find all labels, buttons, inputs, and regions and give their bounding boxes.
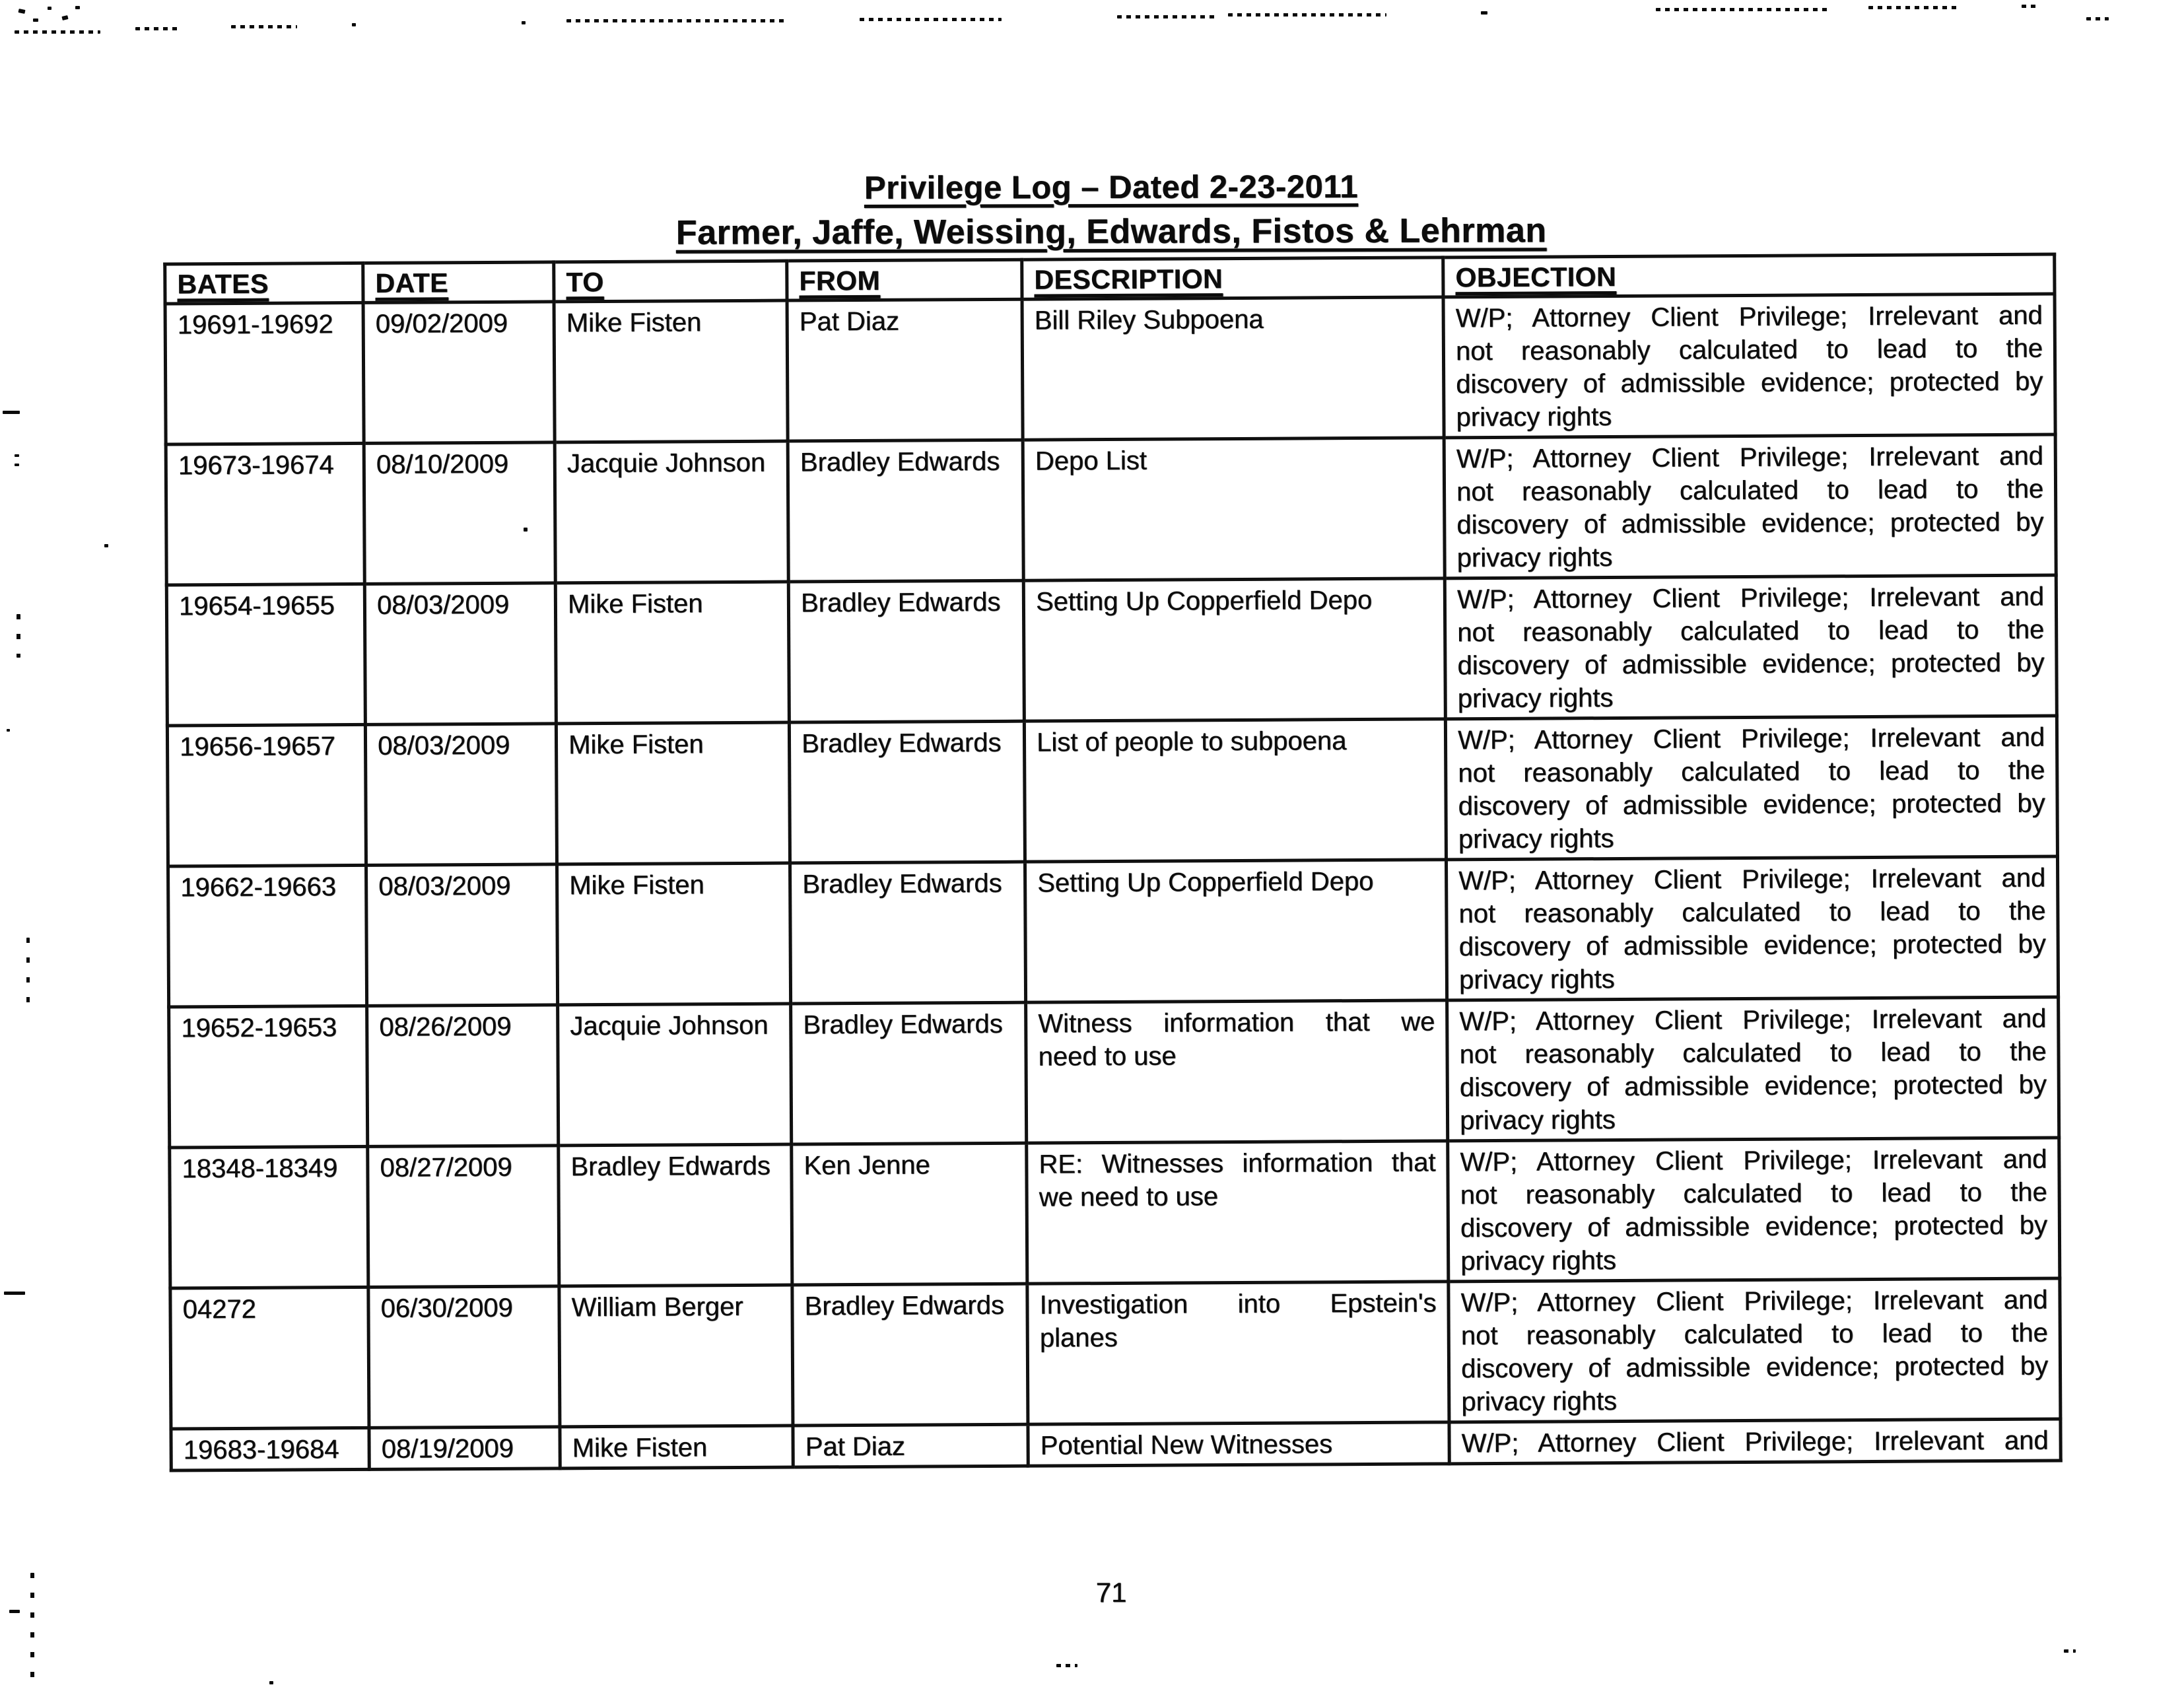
from-cell: Pat Diaz — [787, 299, 1023, 441]
scan-artifact — [1481, 11, 1487, 15]
scan-artifact — [15, 454, 19, 457]
date-cell: 08/03/2009 — [365, 724, 557, 866]
bates-cell: 04272 — [170, 1287, 369, 1429]
objection-cell: W/P; Attorney Client Privilege; Irrelevant and not reasonably calculated to lead to the discovery of admissible evidence; protected by privacy rights — [1445, 575, 2057, 719]
table-row — [168, 856, 2059, 1007]
to-cell: Mike Fisten — [556, 722, 790, 864]
scan-artifact — [18, 9, 25, 14]
scan-artifact — [7, 729, 10, 732]
description-cell: Setting Up Copperfield Depo — [1025, 860, 1447, 1002]
description-cell: Potential New Witnesses — [1028, 1422, 1449, 1466]
scan-artifact — [4, 1292, 25, 1295]
page-title: Privilege Log – Dated 2-23-2011 — [864, 169, 1359, 206]
scan-artifact — [104, 544, 108, 547]
scan-artifact — [269, 1681, 273, 1684]
scan-artifact — [3, 411, 20, 414]
date-cell: 08/19/2009 — [369, 1427, 560, 1470]
scan-artifact — [1228, 13, 1386, 17]
table-row — [166, 434, 2056, 585]
description-cell: List of people to subpoena — [1024, 719, 1446, 862]
scan-artifact — [2022, 5, 2038, 8]
description-cell: Bill Riley Subpoena — [1022, 297, 1444, 440]
bates-cell: 19656-19657 — [167, 724, 366, 866]
to-cell: Jacquie Johnson — [558, 1004, 792, 1146]
bates-cell: 19652-19653 — [169, 1006, 368, 1148]
column-header-from: FROM — [787, 259, 1022, 300]
scan-artifact — [15, 464, 19, 466]
scan-artifact — [522, 21, 526, 24]
scan-artifact — [1868, 6, 1958, 9]
scan-artifact — [135, 27, 182, 30]
from-cell: Bradley Edwards — [791, 1002, 1027, 1144]
table-row — [167, 716, 2057, 866]
column-header-description: DESCRIPTION — [1022, 258, 1443, 299]
objection-cell: W/P; Attorney Client Privilege; Irrelevant and not reasonably calculated to lead to the discovery of admissible evidence; protected by privacy rights — [1446, 856, 2058, 1000]
document-header — [166, 166, 2056, 254]
table-row — [169, 997, 2059, 1148]
scan-artifact — [75, 6, 80, 9]
to-cell: Mike Fisten — [557, 863, 791, 1005]
bates-cell: 18348-18349 — [170, 1146, 368, 1288]
from-cell: Bradley Edwards — [792, 1284, 1028, 1426]
date-cell: 08/03/2009 — [364, 583, 556, 725]
scan-artifact — [26, 938, 30, 1010]
scan-artifact — [17, 614, 20, 658]
bates-cell: 19691-19692 — [165, 302, 364, 444]
description-cell: Investigation into Epstein's planes — [1027, 1282, 1449, 1424]
date-cell: 08/26/2009 — [367, 1005, 559, 1147]
from-cell: Bradley Edwards — [789, 721, 1025, 863]
scan-artifact — [566, 19, 784, 22]
description-cell: Witness information that we need to use — [1026, 1000, 1448, 1143]
objection-cell: W/P; Attorney Client Privilege; Irrelevant and not reasonably calculated to lead to the discovery of admissible evidence; protected by privacy rights — [1444, 434, 2056, 578]
scan-artifact — [9, 1610, 20, 1613]
scan-artifact — [1656, 8, 1827, 11]
from-cell: Bradley Edwards — [788, 440, 1023, 582]
scan-artifact — [48, 7, 51, 10]
objection-cell: W/P; Attorney Client Privilege; Irrelevant and not reasonably calculated to lead to the discovery of admissible evidence; protected by privacy rights — [1448, 1138, 2060, 1282]
description-cell: Setting Up Copperfield Depo — [1023, 578, 1445, 721]
from-cell: Bradley Edwards — [790, 862, 1025, 1004]
scan-artifact — [15, 30, 100, 34]
column-header-bates: BATES — [165, 263, 363, 304]
scan-artifact — [30, 1573, 34, 1688]
objection-cell: W/P; Attorney Client Privilege; Irrelevant and not reasonably calculated to lead to the discovery of admissible evidence; protected by privacy rights — [1449, 1278, 2061, 1422]
column-header-to: TO — [554, 261, 787, 302]
date-cell: 06/30/2009 — [368, 1286, 560, 1428]
scan-artifact — [33, 18, 38, 22]
scan-artifact — [61, 15, 68, 20]
description-cell: RE: Witnesses information that we need to use — [1027, 1141, 1449, 1284]
bates-cell: 19673-19674 — [166, 443, 364, 585]
to-cell: Bradley Edwards — [559, 1144, 792, 1286]
scan-artifact — [1117, 15, 1216, 18]
to-cell: Mike Fisten — [554, 300, 788, 442]
date-cell: 08/27/2009 — [368, 1146, 559, 1288]
scan-artifact — [860, 18, 1002, 21]
table-row — [170, 1278, 2061, 1429]
to-cell: Mike Fisten — [560, 1426, 793, 1468]
objection-cell: W/P; Attorney Client Privilege; Irrelevant and — [1449, 1419, 2061, 1464]
bates-cell: 19654-19655 — [166, 584, 365, 726]
table-row — [165, 294, 2055, 444]
scan-artifact — [2086, 17, 2109, 20]
scan-artifact — [231, 25, 297, 28]
to-cell: William Berger — [559, 1285, 793, 1427]
bates-cell: 19683-19684 — [171, 1428, 369, 1470]
date-cell: 08/03/2009 — [366, 864, 558, 1006]
table-row — [170, 1138, 2060, 1288]
scan-artifact — [2064, 1649, 2076, 1653]
to-cell: Mike Fisten — [555, 582, 789, 724]
firm-name: Farmer, Jaffe, Weissing, Edwards, Fistos & Lehrman — [675, 211, 1547, 252]
from-cell: Pat Diaz — [793, 1424, 1028, 1467]
page-number: 71 — [1095, 1577, 1127, 1608]
description-cell: Depo List — [1023, 438, 1445, 580]
date-cell: 09/02/2009 — [363, 302, 555, 444]
objection-cell: W/P; Attorney Client Privilege; Irrelevant and not reasonably calculated to lead to the discovery of admissible evidence; protected by privacy rights — [1443, 294, 2055, 438]
privilege-log-table — [163, 253, 2063, 1472]
table-row — [166, 575, 2057, 726]
to-cell: Jacquie Johnson — [555, 441, 788, 583]
from-cell: Ken Jenne — [792, 1143, 1027, 1285]
column-header-objection: OBJECTION — [1443, 254, 2055, 297]
column-header-date: DATE — [363, 262, 554, 303]
date-cell: 08/10/2009 — [364, 442, 555, 584]
scan-artifact — [1056, 1664, 1077, 1667]
scan-artifact — [352, 23, 356, 26]
from-cell: Bradley Edwards — [788, 580, 1024, 722]
bates-cell: 19662-19663 — [168, 865, 367, 1007]
objection-cell: W/P; Attorney Client Privilege; Irrelevant and not reasonably calculated to lead to the discovery of admissible evidence; protected by privacy rights — [1445, 716, 2057, 860]
objection-cell: W/P; Attorney Client Privilege; Irrelevant and not reasonably calculated to lead to the discovery of admissible evidence; protected by privacy rights — [1447, 997, 2059, 1141]
